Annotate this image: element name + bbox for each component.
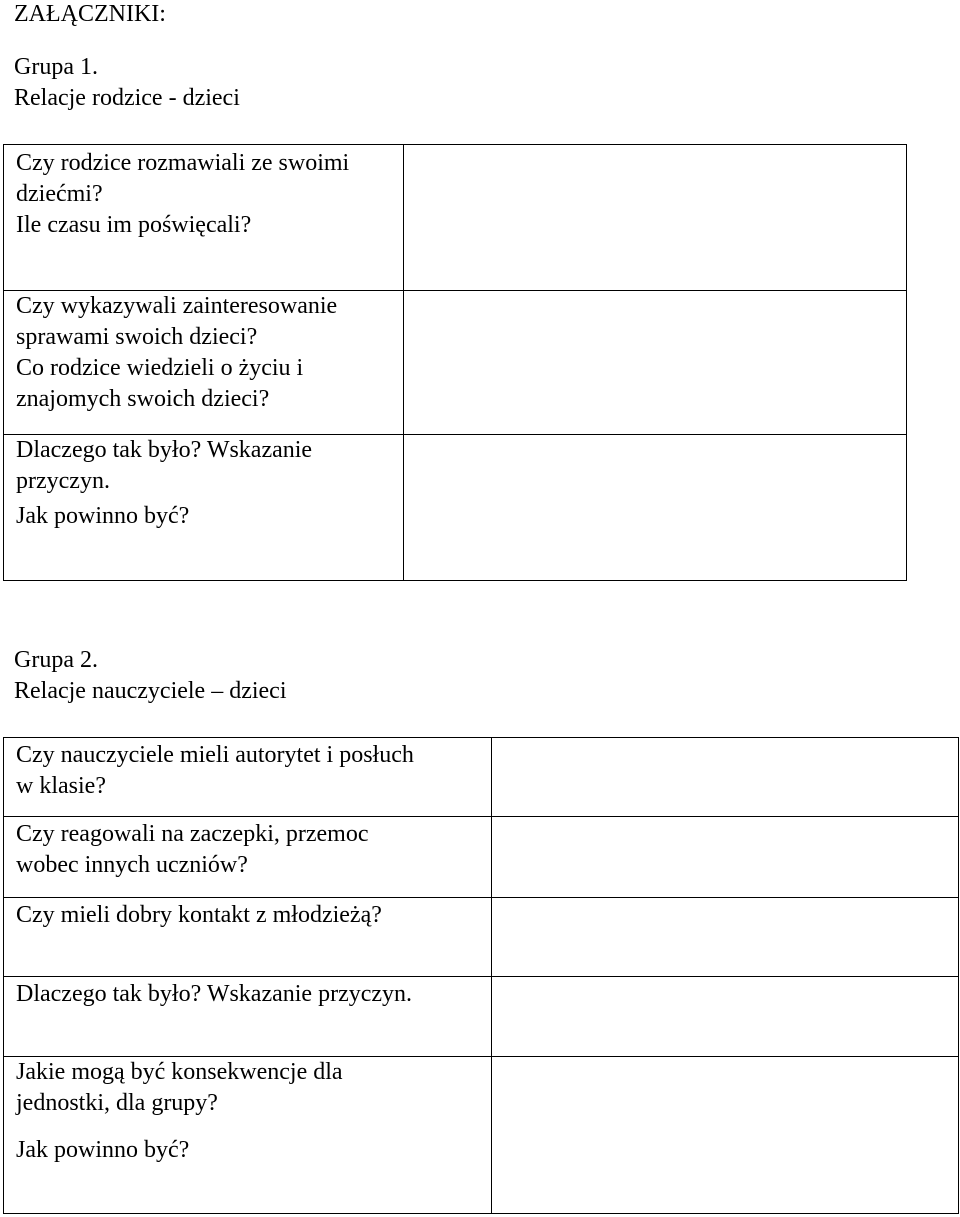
question-line: Czy mieli dobry kontakt z młodzieżą? [16,902,382,928]
group1-table [3,144,907,581]
answer-cell[interactable] [491,898,959,976]
question-cell [16,435,312,532]
question-line: wobec innych uczniów? [16,852,248,878]
question-cell [16,740,414,802]
question-line: dziećmi? [16,181,103,207]
question-cell [16,1057,343,1166]
group1-subtitle: Relacje rodzice - dzieci [14,85,240,111]
question-line: jednostki, dla grupy? [16,1090,218,1116]
question-line: w klasie? [16,773,106,799]
question-line: Jak powinno być? [16,1137,190,1163]
answer-cell[interactable] [491,977,959,1056]
table-row [4,977,959,1057]
group1-title: Grupa 1. [14,54,98,80]
table-row [4,145,907,291]
table-row [4,435,907,581]
question-line: Ile czasu im poświęcali? [16,212,252,238]
table-row [4,291,907,435]
question-line: przyczyn. [16,468,110,494]
question-line: znajomych swoich dzieci? [16,386,270,412]
question-line: Dlaczego tak było? Wskazanie przyczyn. [16,981,413,1007]
question-cell [16,979,412,1010]
answer-cell[interactable] [491,817,959,897]
question-cell [16,819,368,881]
question-line: Jak powinno być? [16,503,190,529]
question-line: sprawami swoich dzieci? [16,324,258,350]
question-line: Czy rodzice rozmawiali ze swoimi [16,150,350,176]
question-cell [16,291,337,415]
answer-cell[interactable] [491,738,959,816]
answer-cell[interactable] [403,145,907,290]
question-cell [16,148,349,241]
group2-title: Grupa 2. [14,647,98,673]
answer-cell[interactable] [403,435,907,580]
question-cell [16,900,382,931]
attachments-title: ZAŁĄCZNIKI: [14,1,166,27]
group2-subtitle: Relacje nauczyciele – dzieci [14,678,287,704]
question-line: Czy wykazywali zainteresowanie [16,293,338,319]
question-line: Dlaczego tak było? Wskazanie [16,437,313,463]
question-line: Czy reagowali na zaczepki, przemoc [16,821,369,847]
question-line: Co rodzice wiedzieli o życiu i [16,355,304,381]
table-row [4,1057,959,1214]
question-line: Czy nauczyciele mieli autorytet i posłuch [16,742,414,768]
table-row [4,817,959,898]
question-line: Jakie mogą być konsekwencje dla [16,1059,343,1085]
table-row [4,738,959,817]
table-row [4,898,959,977]
group2-table [3,737,959,1214]
answer-cell[interactable] [403,291,907,434]
answer-cell[interactable] [491,1057,959,1213]
